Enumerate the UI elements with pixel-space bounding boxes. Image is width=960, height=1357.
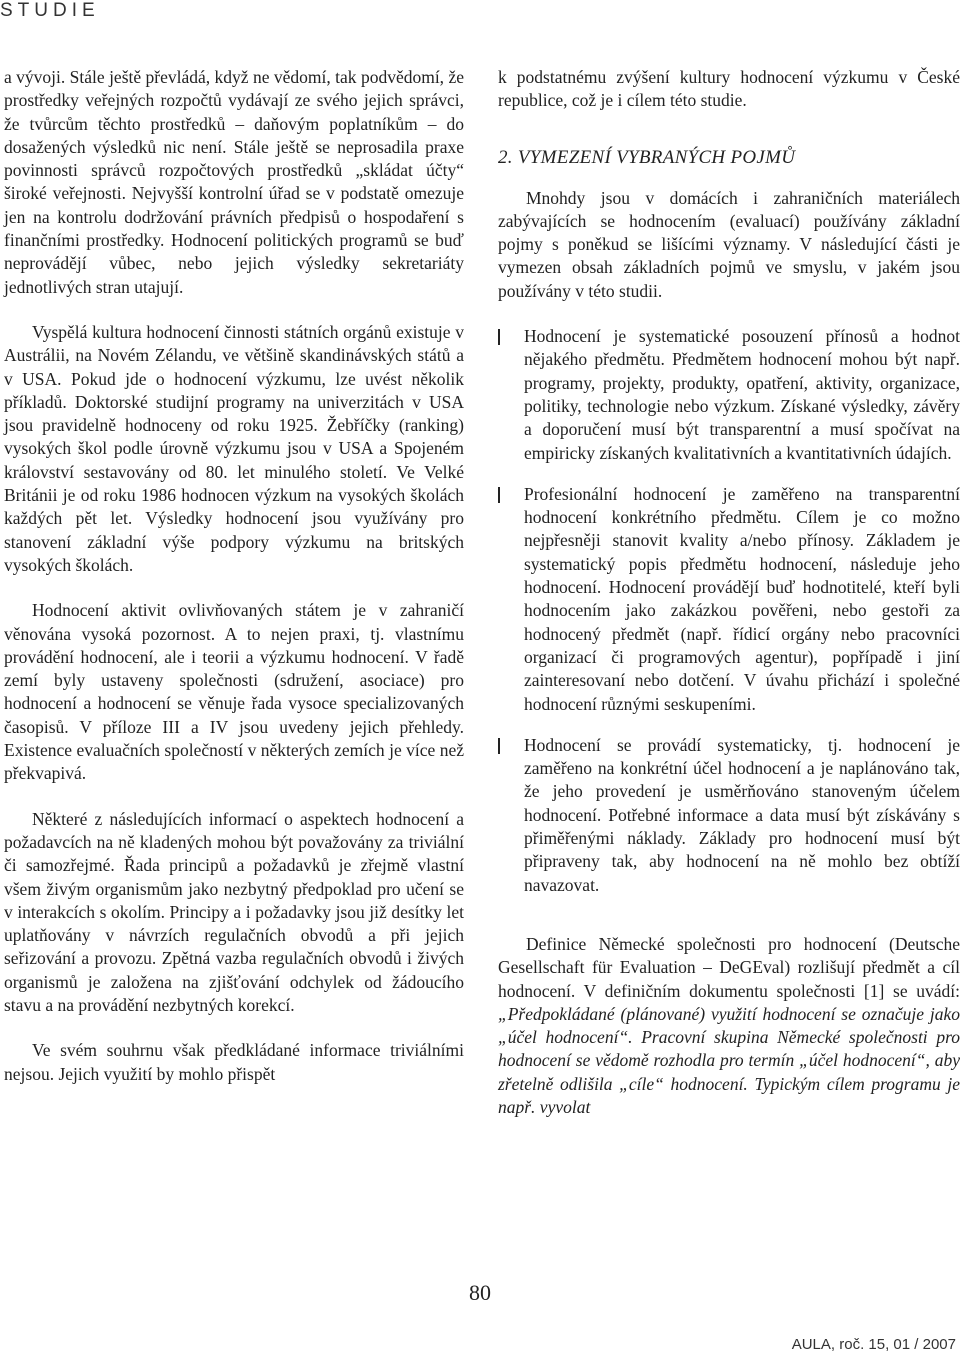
bullet-marker (498, 329, 500, 345)
list-item-text: Profesionální hodnocení je zaměřeno na transparentní hodnocení konkrétního předmětu. Cílem je co možno nejpřesněji stanovit kvality a/nebo přínosy. Základem je systematický popis předmětu hodnocení, následuje jeho hodnocení. Hodnocení provádějí buď hodnotitelé, kteří byli hodnocením jako zakázkou pověřeni, nebo gestoři za hodnocený předmět (např. řídicí orgány nebo pracovníci organizací či programových agentur), popřípadě i jiní zainteresovaní nebo dotčení. V úvahu přichází i společné hodnocení různými seskupeními. (524, 483, 960, 714)
definition-quote: „Předpokládané (plánované) využití hodnocení se označuje jako „účel hodnocení“. Pracovní skupina Německé společnosti pro hodnocení se vědomě rozhodla pro termín „účel hodnocení“, aby zřetelně odlišila „cíle“ hodnocení. Typickým cílem programu je např. vyvolat (498, 1003, 960, 1117)
paragraph-1: a vývoji. Stále ještě převládá, když ne vědomí, tak podvědomí, že prostředky veřejných rozpočtů vydávají ze svého jejich správci, že tvůrcům těchto prostředků – daňovým poplatníkům – do dosažených výsledků nic není. Stále ještě se neprosadila praxe povinnosti správců rozpočtových prostředků „skládat účty“ široké veřejnosti. Nejvyšší kontrolní úřad se v podstatě omezuje jen na kontrolu dodržování právních předpisů o hospodaření s finančními prostředky. Hodnocení politických programů se buď neprovádějí vůbec, nebo jejich výsledky sekretariáty jednotlivých stran utajují. (4, 67, 464, 297)
paragraph-5: Ve svém souhrnu však předkládané informace triviálními nejsou. Jejich využití by mohlo přispět (4, 1040, 464, 1084)
section-heading: 2. VYMEZENÍ VYBRANÝCH POJMŮ (498, 146, 796, 168)
definition-text: Definice Německé společnosti pro hodnocení (Deutsche Gesellschaft für Evaluation – DeGEval) rozlišují předmět a cíl hodnocení. V definičním dokumentu společnosti [1] se uvádí: (498, 933, 960, 1001)
list-item (498, 734, 960, 897)
running-header: STUDIE (0, 0, 100, 21)
page-number: 80 (469, 1280, 491, 1305)
paragraph-2: Vyspělá kultura hodnocení činnosti státních orgánů existuje v Austrálii, na Novém Zélandu, ve většině skandinávských států a v USA. Pokud jde o hodnocení výzkumu, lze uvést několik příkladů. Doktorské studijní programy na univerzitách v USA jsou pravidelně hodnoceny od roku 1925. Žebříčky (ranking) vysokých škol podle úrovně výzkumu jsou v USA a Spojeném království sestavovány od 80. let minulého století. Ve Velké Británii je od roku 1986 hodnocen výzkum na vysokých školách každých pět let. Výsledky hodnocení jsou využívány pro stanovení základní výše podpory výzkumu na britských vysokých školách. (4, 321, 464, 575)
paragraph-4: Některé z následujících informací o aspektech hodnocení a požadavcích na ně kladených mohou být považovány za triviální či samozřejmé. Řada principů a požadavků je zřejmě vlastní všem živým organismům jako nezbytný předpoklad pro učení se v interakcích s okolím. Principy a i požadavky jsou již desítky let uplatňovány v návrzích regulačních obvodů a při jejich seřizování a provozu. Zpětná vazba regulačních obvodů i živých organismů je založena na zjišťování odchylek od žádoucího stavu a na provádění nezbytných korekcí. (4, 808, 464, 1015)
right-column (498, 66, 960, 1119)
list-item (498, 325, 960, 465)
list-item (498, 483, 960, 716)
section-intro-paragraph: Mnohdy jsou v domácích i zahraničních materiálech zabývajících se hodnocením (evaluací) používány základní pojmy s poněkud se lišícími významy. V následující části je vymezen obsah základních pojmů ve smyslu, v jakém jsou používány v této studii. (498, 187, 960, 301)
left-column (4, 66, 464, 1086)
paragraph-continued: k podstatnému zvýšení kultury hodnocení výzkumu v České republice, což je i cílem této studie. (498, 67, 960, 111)
journal-footer: AULA, roč. 15, 01 / 2007 (791, 1336, 956, 1353)
list-item-text: Hodnocení je systematické posouzení přínosů a hodnot nějakého předmětu. Předmětem hodnocení mohou být např. programy, projekty, produkty, opatření, aktivity, organizace, politiky, technologie nebo výzkum. Získané výsledky, závěry a doporučení musí být transparentní a musí spočívat na empiricky získaných kvalitativních a kvantitativních údajích. (524, 326, 960, 463)
paragraph-3: Hodnocení aktivit ovlivňovaných státem je v zahraničí věnována vysoká pozornost. A to nejen praxi, tj. vlastnímu provádění hodnocení, ale i teorii a výzkumu hodnocení. V řadě zemí byly ustaveny společnosti (sdružení, asociace) pro hodnocení a hodnocení se věnuje řada vysoce specializovaných časopisů. V příloze III a IV jsou uvedeny jejich přehledy. Existence evaluačních společností v některých zemích je více než překvapivá. (4, 600, 464, 784)
bullet-marker (498, 487, 500, 503)
definition-list (498, 325, 960, 897)
definition-paragraph (498, 933, 960, 1119)
list-item-text: Hodnocení se provádí systematicky, tj. hodnocení je zaměřeno na konkrétní účel hodnocení a je naplánováno tak, že jeho provedení je usměrňováno stanoveným účelem hodnocení. Potřebné informace a data musí být získávány s přiměřenými náklady. Základy pro hodnocení musí být připraveny tak, aby hodnocení na ně mohlo bez obtíží navazovat. (524, 734, 960, 895)
bullet-marker (498, 738, 500, 754)
